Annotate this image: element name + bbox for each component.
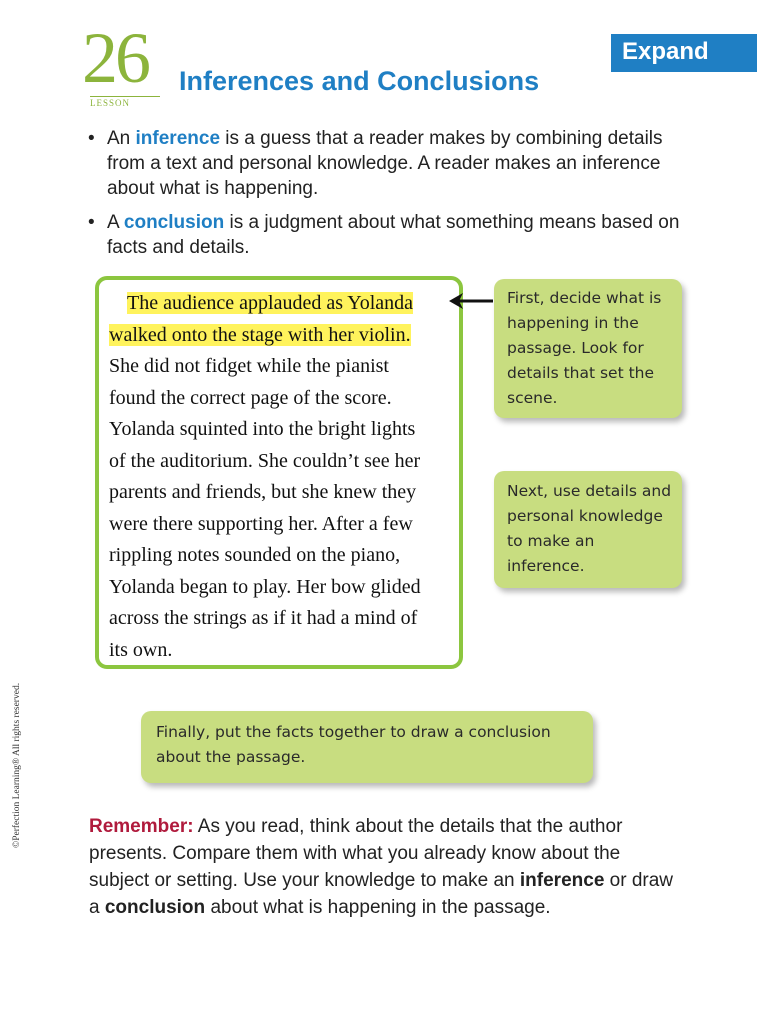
definition-inference [88,126,688,201]
passage-line: rippling notes sounded on the piano, [109,544,401,566]
bullet-prefix: A [107,212,119,233]
remember-bold-conclusion: conclusion [104,897,206,918]
passage-line: parents and friends, but she knew they [109,481,417,503]
passage-line: across the strings as if it had a mind of [109,607,418,629]
bullet-prefix: An [107,128,131,149]
bullet-dot-icon: • [88,128,95,149]
passage-line: Yolanda squinted into the bright lights [109,418,416,440]
highlighted-sentence: The audience applauded as Yolanda walked onto the stage with her violin. [109,292,414,346]
passage-line: Yolanda began to play. Her bow glided [109,575,421,598]
page-title: Inferences and Conclusions [179,66,540,96]
callout-first: First, decide what is happening in the passage. Look for details that set the scene. [494,279,682,418]
arrow-left-icon [449,289,495,313]
term-inference: inference [135,128,221,149]
passage-line: She did not fidget while the pianist [109,355,389,377]
remember-label: Remember: [89,816,194,837]
passage-line: of the auditorium. She couldn’t see her [109,449,421,472]
term-conclusion: conclusion [123,212,225,233]
lesson-number: 26 [82,18,148,98]
remember-text: or draw a [89,870,674,918]
passage-line: found the correct page of the score. [109,386,392,409]
remember-note [89,813,679,921]
lesson-label: LESSON [90,96,160,108]
bullet-dot-icon: • [88,212,95,233]
copyright-notice: ©Perfection Learning® All rights reserved. [12,682,22,848]
definition-list [88,126,688,269]
remember-bold-inference: inference [519,870,605,891]
passage-line: its own. [109,638,173,661]
bullet-text: is a guess that a reader makes by combining details from a text and personal knowledge. A reader makes an inference about what is happening. [107,128,663,199]
callout-next: Next, use details and personal knowledge to make an inference. [494,471,682,588]
definition-conclusion [88,210,688,260]
passage-line: were there supporting her. After a few [109,512,413,535]
expand-badge: Expand [611,34,757,72]
callout-finally: Finally, put the facts together to draw a conclusion about the passage. [141,711,593,783]
remember-text: As you read, think about the details that the author presents. Compare them with what you already know about the subject or setting. Use your knowledge to make an [89,816,623,891]
bullet-text: is a judgment about what something means based on facts and details. [107,212,680,258]
remember-text: about what is happening in the passage. [210,897,551,918]
reading-passage [95,276,463,669]
